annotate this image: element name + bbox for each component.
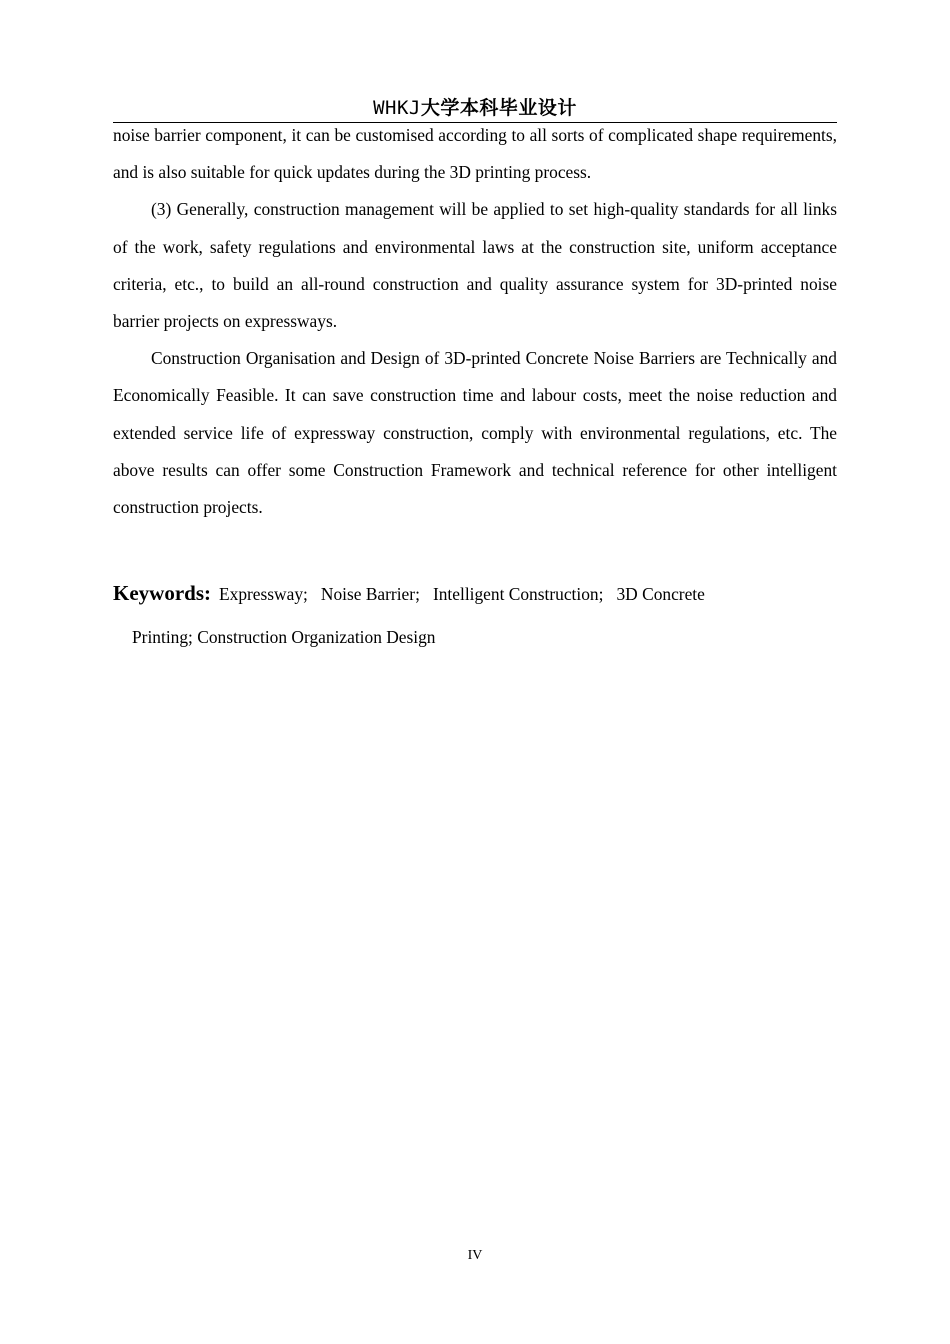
header-title: 大学本科毕业设计: [420, 97, 577, 119]
keywords-line-1: [113, 572, 837, 616]
keywords-list-part-2: Printing; Construction Organization Design: [132, 627, 436, 647]
page-number: IV: [467, 1248, 483, 1263]
paragraph-point-3: (3) Generally, construction management will be applied to set high-quality standards for all links of the work, safety regulations and environmental laws at the construction site, uniform acceptance criteria, etc., to build an all-round construction and quality assurance system for 3D-printed noise barrier projects on expressways.: [113, 199, 837, 332]
paragraph-continuation: noise barrier component, it can be customised according to all sorts of complicated shape requirements, and is also suitable for quick updates during the 3D printing process.: [113, 125, 837, 183]
paragraph-conclusion: Construction Organisation and Design of 3D-printed Concrete Noise Barriers are Technically and Economically Feasible. It can save construction time and labour costs, meet the noise reduction and extended service life of expressway construction, comply with environmental regulations, etc. The above results can offer some Construction Framework and technical reference for other intelligent construction projects.: [113, 348, 837, 518]
keywords-label: Keywords:: [113, 581, 211, 605]
keywords-list-part-1: Expressway; Noise Barrier; Intelligent Construction; 3D Concrete: [219, 584, 705, 604]
keywords-section: [113, 572, 837, 659]
body-text: [113, 117, 837, 526]
header-school-code: WHKJ: [373, 97, 421, 119]
